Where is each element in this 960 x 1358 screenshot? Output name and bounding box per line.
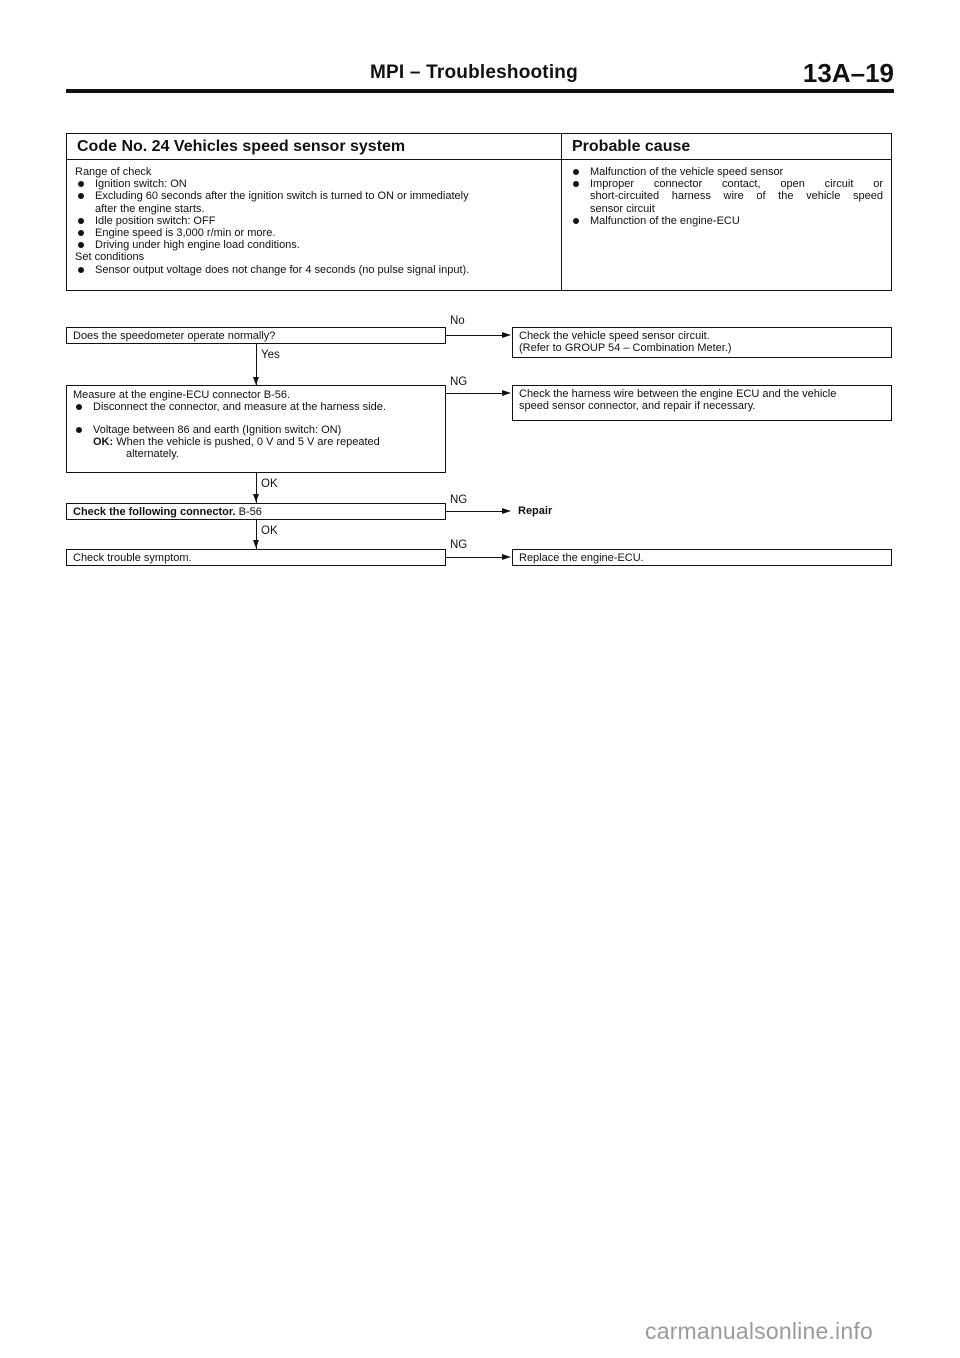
bullet-icon [76,427,82,433]
step-check-trouble-symptom: Check trouble symptom. [66,549,446,566]
range-item: Ignition switch: ON [75,178,553,190]
header-rule [66,89,894,93]
step-measure-ecu-connector: Measure at the engine-ECU connector B-56. Disconnect the connector, and measure at the harness side. Voltage between 86 and earth (Ignition switch: ON) OK: When the vehicle is pushed, 0 V and 5 V are repeated alternately. [66,385,446,473]
branch-label-ok: OK [261,478,278,490]
arrow-right-icon [502,508,511,514]
cause-item: Improper connector contact, open circuit or [570,178,883,190]
bullet-icon [573,169,579,175]
cause-heading: Probable cause [562,134,891,160]
page-number: 13A–19 [802,58,894,88]
bullet-icon [76,404,82,410]
page-title: MPI – Troubleshooting [370,62,578,83]
branch-label-ng: NG [450,376,468,388]
cause-item: Malfunction of the engine-ECU [570,215,883,227]
arrow-down-icon [253,377,259,385]
connector-line [446,335,504,336]
range-item: Engine speed is 3,000 r/min or more. [75,227,553,239]
branch-label-ng: NG [450,494,468,506]
arrow-right-icon [502,554,511,560]
bullet-icon [573,218,579,224]
arrow-right-icon [502,332,511,338]
step-speedometer-check: Does the speedometer operate normally? [66,327,446,344]
cause-item: Malfunction of the vehicle speed sensor [570,166,883,178]
connector-line [446,511,504,512]
bullet-icon [78,267,84,273]
result-replace-ecu: Replace the engine-ECU. [512,549,892,566]
arrow-right-icon [502,390,511,396]
result-check-harness-wire: Check the harness wire between the engine ECU and the vehicle speed sensor connector, and repair if necessary. [512,385,892,421]
bullet-icon [573,181,579,187]
result-check-sensor-circuit: Check the vehicle speed sensor circuit. (Refer to GROUP 54 – Combination Meter.) [512,327,892,358]
diagnostic-code-table [66,133,892,291]
bullet-icon [78,218,84,224]
cause-item-continuation: sensor circuit [590,202,655,215]
result-repair: Repair [518,505,553,517]
code-heading: Code No. 24 Vehicles speed sensor system [67,134,561,160]
branch-label-yes: Yes [261,349,280,361]
set-conditions-label: Set conditions [75,251,145,264]
bullet-icon [78,242,84,248]
cause-item-continuation: short-circuited harness wire of the vehicle speed [590,190,883,203]
range-item: Excluding 60 seconds after the ignition switch is turned to ON or immediately [75,190,553,202]
bullet-icon [78,181,84,187]
range-item-continuation: after the engine starts. [95,202,205,215]
cause-column [562,134,891,290]
set-item: Sensor output voltage does not change for 4 seconds (no pulse signal input). [75,264,553,276]
arrow-down-icon [253,494,259,502]
arrow-down-icon [253,540,259,548]
code-column [67,134,562,290]
branch-label-ok: OK [261,525,278,537]
bullet-icon [78,230,84,236]
connector-line [446,393,504,394]
range-item: Idle position switch: OFF [75,215,553,227]
branch-label-no: No [450,315,465,327]
watermark-text: carmanualsonline.info [645,1318,873,1344]
connector-line [446,557,504,558]
code-conditions [67,160,561,276]
step-check-connector: Check the following connector. B-56 [66,503,446,520]
cause-list [562,160,891,227]
range-item: Driving under high engine load conditions. [75,239,553,251]
bullet-icon [78,193,84,199]
range-of-check-label: Range of check [75,166,152,178]
branch-label-ng: NG [450,539,468,551]
